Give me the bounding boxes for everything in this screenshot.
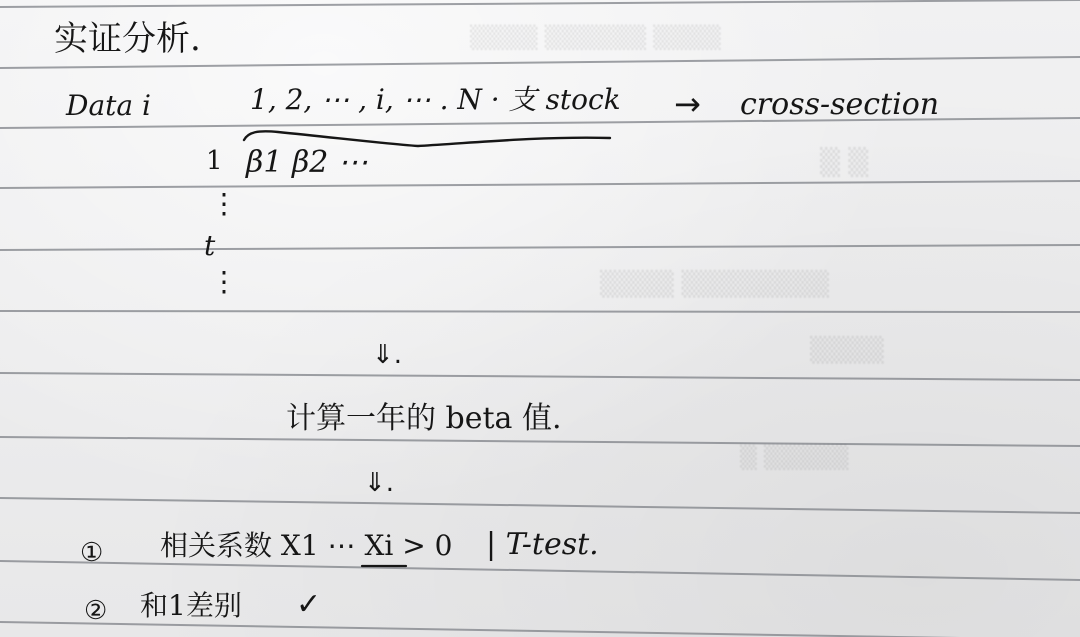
down-arrow-icon: ⇓.: [372, 340, 403, 370]
cross-section-label: cross-section: [740, 87, 940, 122]
xi-underline: [360, 562, 410, 570]
item-1-bullet: ①: [80, 538, 104, 568]
page-title: 实证分析.: [54, 19, 201, 59]
stock-index-line: 1, 2, ⋯ , i, ⋯ . N · 支 stock: [250, 83, 621, 116]
bleed-through-mark: ▒ ▒▒▒▒▒: [740, 446, 849, 471]
bleed-through-mark: ▒▒▒▒ ▒▒▒▒▒▒ ▒▒▒▒: [470, 26, 721, 51]
item-2-bullet: ②: [84, 596, 108, 626]
item-2-text: 和1差别: [140, 589, 242, 622]
time-index-1: 1: [206, 146, 223, 176]
bleed-through-mark: ▒▒▒▒: [810, 336, 884, 364]
bleed-through-mark: ▒ ▒: [820, 148, 869, 178]
right-arrow-icon: →: [674, 85, 701, 123]
beta-series: β1 β2 ⋯: [246, 145, 368, 180]
time-dots: ⋮: [210, 187, 238, 220]
compute-beta-line: 计算一年的 beta 值.: [286, 401, 562, 436]
t-test-label: | T-test.: [486, 527, 599, 562]
time-dots: ⋮: [210, 265, 238, 298]
bleed-through-mark: ▒▒▒▒ ▒▒▒▒▒▒▒▒: [600, 270, 830, 298]
down-arrow-icon: ⇓.: [364, 468, 395, 498]
check-mark-icon: ✓: [296, 587, 322, 622]
item-1-text: 相关系数 X1 ⋯ Xi > 0: [160, 529, 453, 562]
data-label: Data i: [66, 89, 151, 122]
time-index-t: t: [204, 229, 216, 262]
